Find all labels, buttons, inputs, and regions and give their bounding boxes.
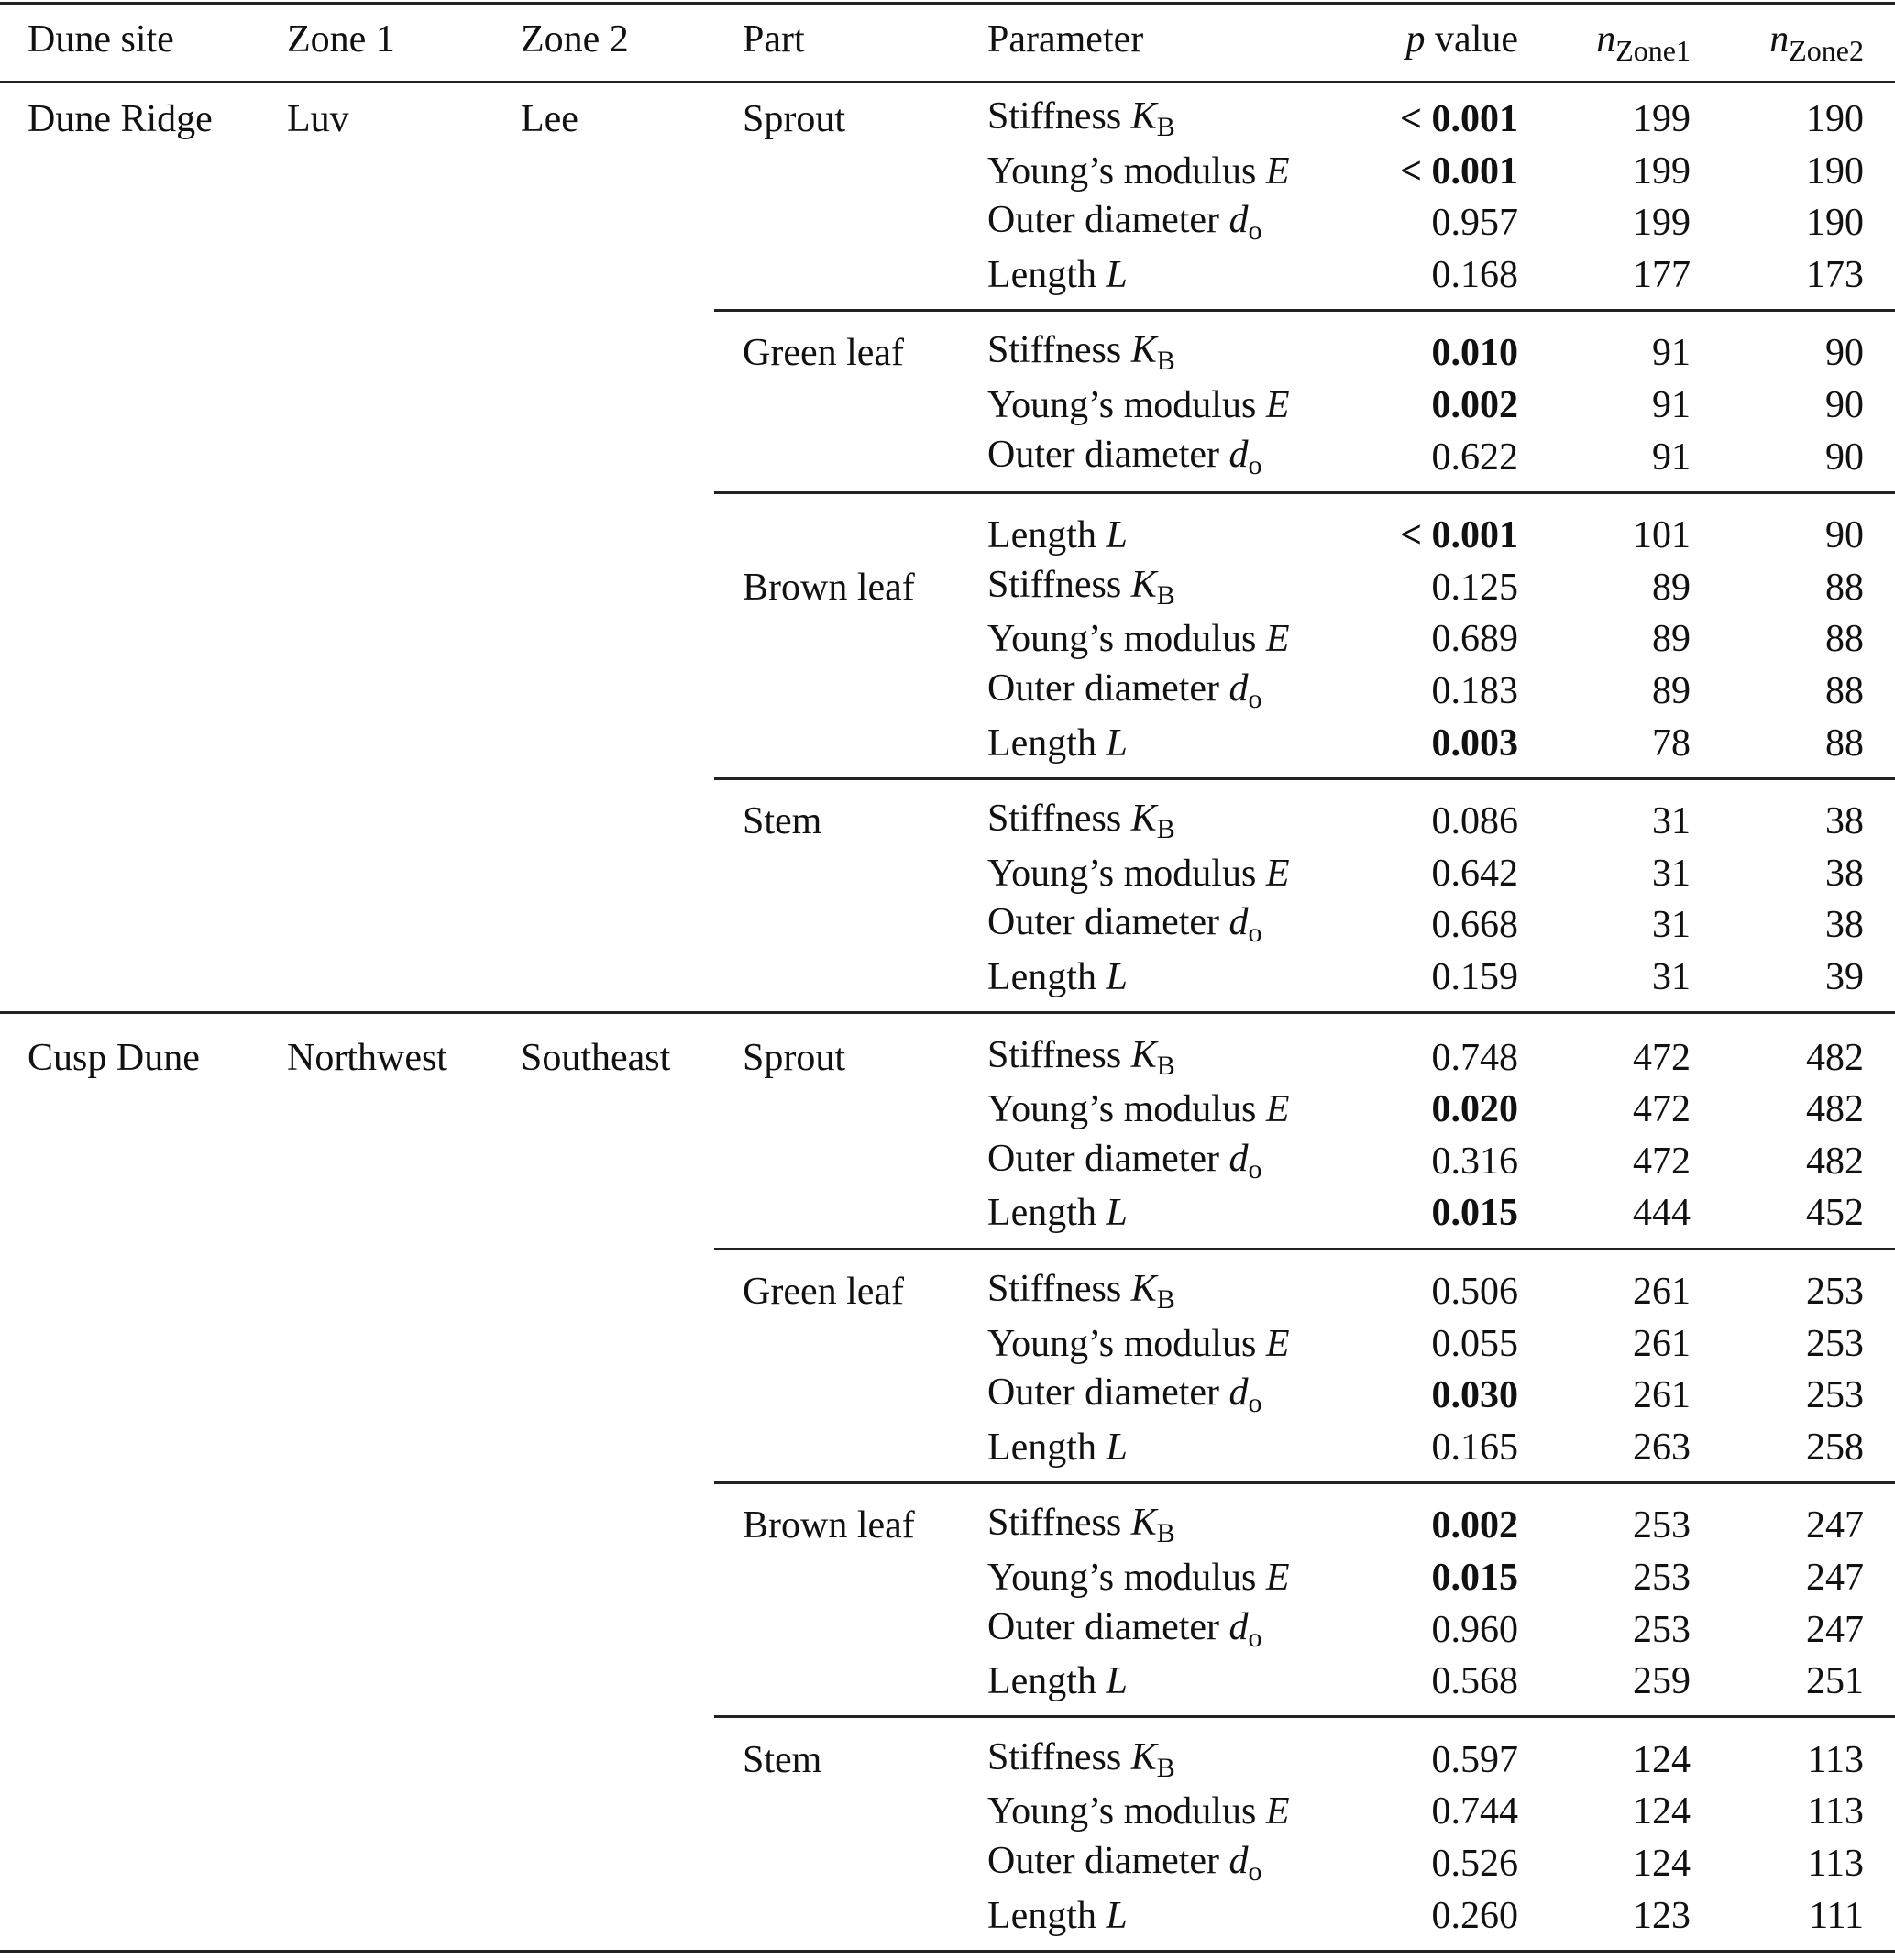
header-n-zone1	[1596, 20, 1691, 65]
p-value: 0.744	[1431, 1790, 1518, 1833]
parameter-label: Outer diameter	[987, 901, 1220, 944]
parameter-cell	[987, 1192, 1128, 1235]
parameter-subscript: o	[1248, 918, 1262, 949]
parameter-cell	[987, 435, 1262, 479]
p-value: 0.159	[1431, 956, 1518, 998]
parameter-subscript: o	[1248, 1153, 1262, 1184]
parameter-cell	[987, 721, 1128, 765]
part-name: Green leaf	[743, 1271, 905, 1313]
parameter-label: Stiffness	[987, 1735, 1122, 1778]
n-zone1-value: 253	[1633, 1557, 1691, 1599]
parameter-label: Stiffness	[987, 1033, 1122, 1076]
n-zone2-value: 247	[1806, 1608, 1864, 1651]
parameter-cell	[987, 563, 1175, 611]
parameter-symbol: d	[1228, 667, 1249, 710]
n-zone1-value: 263	[1633, 1426, 1691, 1469]
n-zone1-value: 101	[1633, 514, 1691, 557]
n-zone2-value: 173	[1806, 253, 1864, 296]
parameter-symbol: K	[1130, 1033, 1157, 1076]
n-zone2-value: 38	[1825, 852, 1864, 895]
parameter-label: Outer diameter	[987, 199, 1220, 242]
parameter-subscript: B	[1156, 1284, 1175, 1315]
n-zone2-subscript: Zone2	[1789, 34, 1864, 67]
parameter-label: Length	[987, 514, 1096, 557]
parameter-cell	[987, 1662, 1128, 1701]
part-name: Green leaf	[743, 332, 905, 375]
n-zone2-value: 90	[1825, 384, 1864, 426]
parameter-symbol: E	[1265, 384, 1290, 426]
n-zone1-value: 199	[1633, 149, 1691, 193]
n-zone2-value: 90	[1825, 435, 1864, 479]
parameter-label: Young’s modulus	[987, 1322, 1257, 1365]
n-zone2-value: 113	[1807, 1790, 1864, 1833]
parameter-symbol: K	[1130, 1735, 1157, 1778]
n-zone2-value: 247	[1806, 1557, 1864, 1599]
n-zone1-value: 31	[1652, 852, 1691, 895]
p-value: 0.957	[1431, 202, 1518, 245]
n-zone2-value: 251	[1806, 1660, 1864, 1703]
n-zone1-value: 78	[1652, 721, 1691, 765]
n-zone1-value: 91	[1652, 384, 1691, 426]
p-value: 0.003	[1431, 721, 1518, 765]
parameter-cell	[987, 386, 1289, 424]
parameter-cell	[987, 669, 1262, 713]
parameter-label: Young’s modulus	[987, 384, 1257, 426]
p-value: 0.030	[1431, 1374, 1518, 1417]
parameter-label: Young’s modulus	[987, 1790, 1257, 1833]
n-zone2-value: 190	[1806, 202, 1864, 245]
parameter-symbol: L	[1106, 1426, 1128, 1469]
part-separator-rule	[714, 1481, 1895, 1484]
parameter-cell	[987, 1558, 1289, 1597]
parameter-subscript: B	[1156, 112, 1175, 142]
parameter-subscript: B	[1156, 1752, 1175, 1783]
p-value: 0.168	[1431, 253, 1518, 296]
parameter-cell	[987, 201, 1262, 245]
p-value: 0.125	[1431, 566, 1518, 609]
part-separator-rule	[714, 1248, 1895, 1250]
p-value: < 0.001	[1400, 514, 1518, 557]
zone-1-name: Luv	[287, 98, 349, 140]
parameter-label: Outer diameter	[987, 1605, 1220, 1648]
site-separator-rule	[0, 1011, 1895, 1014]
header-n-zone2	[1769, 20, 1864, 65]
n-zone1-value: 123	[1633, 1894, 1691, 1937]
parameter-symbol: d	[1228, 1605, 1249, 1648]
n-zone2-value: 247	[1806, 1504, 1864, 1547]
parameter-label: Outer diameter	[987, 433, 1220, 476]
parameter-symbol: L	[1106, 721, 1128, 765]
header-parameter: Parameter	[987, 18, 1144, 61]
parameter-label: Young’s modulus	[987, 618, 1257, 661]
n-zone1-value: 472	[1633, 1088, 1691, 1131]
parameter-label: Length	[987, 1192, 1096, 1235]
p-value: 0.748	[1431, 1036, 1518, 1079]
n-zone1-value: 261	[1633, 1374, 1691, 1417]
dune-site-name: Dune Ridge	[28, 98, 213, 140]
parameter-cell	[987, 958, 1128, 997]
n-zone2-value: 253	[1806, 1322, 1864, 1365]
dune-site-name: Cusp Dune	[28, 1036, 200, 1079]
parameter-label: Young’s modulus	[987, 852, 1257, 895]
p-value: 0.689	[1431, 618, 1518, 661]
parameter-symbol: d	[1228, 1371, 1249, 1415]
parameter-symbol: K	[1130, 95, 1157, 138]
parameter-symbol: K	[1130, 798, 1157, 841]
parameter-cell	[987, 1605, 1262, 1653]
part-name: Brown leaf	[743, 566, 915, 609]
n-zone2-value: 452	[1806, 1192, 1864, 1235]
p-value: < 0.001	[1400, 98, 1518, 140]
parameter-cell	[987, 1428, 1128, 1467]
p-value: 0.506	[1431, 1271, 1518, 1313]
parameter-label: Young’s modulus	[987, 1088, 1257, 1131]
parameter-label: Outer diameter	[987, 1840, 1220, 1882]
p-symbol: p	[1405, 18, 1426, 61]
parameter-subscript: o	[1248, 1388, 1262, 1419]
n-zone1-value: 199	[1633, 202, 1691, 245]
n-zone1-value: 91	[1652, 435, 1691, 479]
parameter-label: Stiffness	[987, 1268, 1122, 1310]
parameter-cell	[987, 1373, 1262, 1417]
parameter-label: Young’s modulus	[987, 149, 1257, 193]
part-separator-rule	[714, 1715, 1895, 1718]
part-name: Stem	[743, 1738, 822, 1781]
part-separator-rule	[714, 777, 1895, 780]
parameter-label: Length	[987, 1894, 1096, 1937]
n-zone1-value: 253	[1633, 1504, 1691, 1547]
n-zone2-value: 90	[1825, 514, 1864, 557]
n-zone2-value: 90	[1825, 332, 1864, 375]
n-zone1-value: 261	[1633, 1271, 1691, 1313]
parameter-label: Length	[987, 1660, 1096, 1703]
p-value: 0.010	[1431, 332, 1518, 375]
parameter-symbol: d	[1228, 199, 1249, 242]
p-value: 0.622	[1431, 435, 1518, 479]
parameter-subscript: B	[1156, 579, 1175, 611]
n-symbol: n	[1769, 18, 1790, 61]
parameter-cell	[987, 618, 1290, 661]
parameter-symbol: L	[1106, 956, 1128, 998]
header-dune-site: Dune site	[28, 18, 174, 61]
parameter-cell	[987, 1090, 1289, 1129]
parameter-label: Length	[987, 956, 1096, 998]
n-zone2-value: 482	[1806, 1036, 1864, 1079]
parameter-subscript: B	[1156, 346, 1175, 377]
n-zone2-value: 88	[1825, 670, 1864, 712]
n-zone1-value: 261	[1633, 1322, 1691, 1365]
parameter-symbol: L	[1106, 1660, 1128, 1703]
zone-1-name: Northwest	[287, 1036, 447, 1079]
p-value: 0.002	[1431, 1504, 1518, 1547]
parameter-subscript: B	[1156, 814, 1175, 845]
n-symbol: n	[1596, 18, 1616, 61]
parameter-label: Stiffness	[987, 563, 1122, 606]
parameter-symbol: E	[1265, 618, 1290, 661]
parameter-label: Young’s modulus	[987, 1557, 1257, 1599]
n-zone2-value: 38	[1825, 800, 1864, 843]
n-zone1-value: 472	[1633, 1036, 1691, 1079]
p-value-label: value	[1435, 18, 1518, 61]
n-zone1-value: 89	[1652, 618, 1691, 661]
parameter-cell	[987, 253, 1128, 296]
n-zone1-value: 31	[1652, 904, 1691, 947]
parameter-subscript: B	[1156, 1518, 1175, 1549]
parameter-symbol: E	[1265, 852, 1290, 895]
part-separator-rule	[714, 491, 1895, 494]
parameter-subscript: o	[1248, 684, 1262, 714]
parameter-subscript: o	[1248, 1622, 1262, 1653]
parameter-label: Outer diameter	[987, 1137, 1220, 1180]
parameter-label: Stiffness	[987, 95, 1122, 138]
n-zone1-value: 259	[1633, 1660, 1691, 1703]
part-name: Brown leaf	[743, 1504, 915, 1547]
parameter-cell	[987, 903, 1262, 947]
parameter-cell	[987, 1503, 1175, 1547]
p-value: 0.316	[1431, 1140, 1518, 1183]
parameter-symbol: L	[1106, 514, 1128, 557]
p-value: 0.165	[1431, 1426, 1518, 1469]
parameter-cell	[987, 97, 1175, 141]
p-value: 0.642	[1431, 852, 1518, 895]
n-zone2-value: 88	[1825, 566, 1864, 609]
part-name: Stem	[743, 800, 822, 843]
parameter-symbol: E	[1265, 1322, 1290, 1365]
n-zone1-value: 253	[1633, 1608, 1691, 1651]
parameter-symbol: d	[1228, 1840, 1249, 1882]
header-part: Part	[743, 18, 805, 61]
p-value: 0.015	[1431, 1192, 1518, 1235]
parameter-cell	[987, 1894, 1128, 1937]
parameter-label: Outer diameter	[987, 1371, 1220, 1415]
parameter-symbol: K	[1130, 1502, 1157, 1545]
n-zone2-value: 39	[1825, 956, 1864, 998]
p-value: 0.260	[1431, 1894, 1518, 1937]
parameter-symbol: E	[1265, 1557, 1290, 1599]
n-zone1-value: 177	[1633, 253, 1691, 296]
header-p-value	[1406, 20, 1518, 59]
parameter-label: Stiffness	[987, 329, 1122, 372]
parameter-symbol: K	[1130, 563, 1157, 606]
n-zone1-subscript: Zone1	[1615, 34, 1691, 67]
bottom-rule	[0, 1950, 1895, 1953]
n-zone1-value: 199	[1633, 98, 1691, 140]
parameter-cell	[987, 331, 1175, 375]
p-value: 0.002	[1431, 384, 1518, 426]
parameter-cell	[987, 1842, 1262, 1886]
n-zone2-value: 482	[1806, 1140, 1864, 1183]
n-zone1-value: 89	[1652, 670, 1691, 712]
n-zone1-value: 31	[1652, 956, 1691, 998]
parameter-label: Length	[987, 721, 1096, 765]
n-zone2-value: 253	[1806, 1271, 1864, 1313]
n-zone2-value: 482	[1806, 1088, 1864, 1131]
parameter-symbol: L	[1106, 1894, 1128, 1937]
p-value: 0.086	[1431, 800, 1518, 843]
parameter-symbol: K	[1130, 1268, 1157, 1310]
parameter-subscript: o	[1248, 449, 1262, 480]
parameter-symbol: E	[1265, 149, 1290, 193]
parameter-symbol: K	[1130, 329, 1157, 372]
parameter-subscript: B	[1156, 1050, 1175, 1081]
zone-2-name: Lee	[521, 98, 578, 140]
p-value: < 0.001	[1400, 149, 1518, 193]
parameter-subscript: o	[1248, 215, 1262, 247]
n-zone1-value: 472	[1633, 1140, 1691, 1183]
p-value: 0.020	[1431, 1088, 1518, 1131]
p-value: 0.055	[1431, 1322, 1518, 1365]
part-name: Sprout	[743, 1036, 846, 1079]
n-zone2-value: 111	[1809, 1894, 1864, 1937]
parameter-subscript: o	[1248, 1856, 1262, 1887]
n-zone2-value: 88	[1825, 618, 1864, 661]
parameter-cell	[987, 1792, 1289, 1831]
zone-2-name: Southeast	[521, 1036, 671, 1079]
parameter-label: Length	[987, 253, 1096, 296]
parameter-label: Outer diameter	[987, 667, 1220, 710]
n-zone1-value: 31	[1652, 800, 1691, 843]
header-rule	[0, 81, 1895, 83]
p-value: 0.183	[1431, 670, 1518, 712]
parameter-cell	[987, 1270, 1175, 1314]
n-zone2-value: 258	[1806, 1426, 1864, 1469]
p-value: 0.568	[1431, 1660, 1518, 1703]
n-zone1-value: 444	[1633, 1192, 1691, 1235]
p-value: 0.015	[1431, 1557, 1518, 1599]
parameter-symbol: d	[1228, 901, 1249, 944]
parameter-cell	[987, 1137, 1262, 1184]
n-zone2-value: 113	[1807, 1843, 1864, 1885]
parameter-label: Stiffness	[987, 798, 1122, 841]
parameter-symbol: L	[1106, 1192, 1128, 1235]
parameter-symbol: E	[1265, 1088, 1290, 1131]
part-separator-rule	[714, 309, 1895, 312]
n-zone2-value: 38	[1825, 904, 1864, 947]
n-zone2-value: 88	[1825, 721, 1864, 765]
n-zone2-value: 190	[1806, 98, 1864, 140]
n-zone2-value: 190	[1806, 149, 1864, 193]
header-zone-2: Zone 2	[521, 18, 629, 61]
p-value: 0.597	[1431, 1738, 1518, 1781]
parameter-cell	[987, 149, 1290, 193]
top-rule	[0, 2, 1895, 5]
parameter-cell	[987, 1322, 1290, 1365]
parameter-cell	[987, 1033, 1175, 1081]
n-zone1-value: 124	[1633, 1790, 1691, 1833]
parameter-symbol: d	[1228, 1137, 1249, 1180]
n-zone2-value: 253	[1806, 1374, 1864, 1417]
parameter-cell	[987, 854, 1289, 893]
parameter-symbol: d	[1228, 433, 1249, 476]
parameter-symbol: L	[1106, 253, 1128, 296]
n-zone1-value: 89	[1652, 566, 1691, 609]
n-zone1-value: 124	[1633, 1843, 1691, 1885]
header-zone-1: Zone 1	[287, 18, 395, 61]
p-value: 0.668	[1431, 904, 1518, 947]
parameter-label: Stiffness	[987, 1502, 1122, 1545]
parameter-cell	[987, 1735, 1175, 1783]
n-zone1-value: 91	[1652, 332, 1691, 375]
n-zone1-value: 124	[1633, 1738, 1691, 1781]
parameter-cell	[987, 799, 1175, 843]
parameter-symbol: E	[1265, 1790, 1290, 1833]
parameter-label: Length	[987, 1426, 1096, 1469]
p-value: 0.526	[1431, 1843, 1518, 1885]
p-value: 0.960	[1431, 1608, 1518, 1651]
part-name: Sprout	[743, 98, 846, 140]
n-zone2-value: 113	[1807, 1738, 1864, 1781]
parameter-cell	[987, 516, 1128, 555]
